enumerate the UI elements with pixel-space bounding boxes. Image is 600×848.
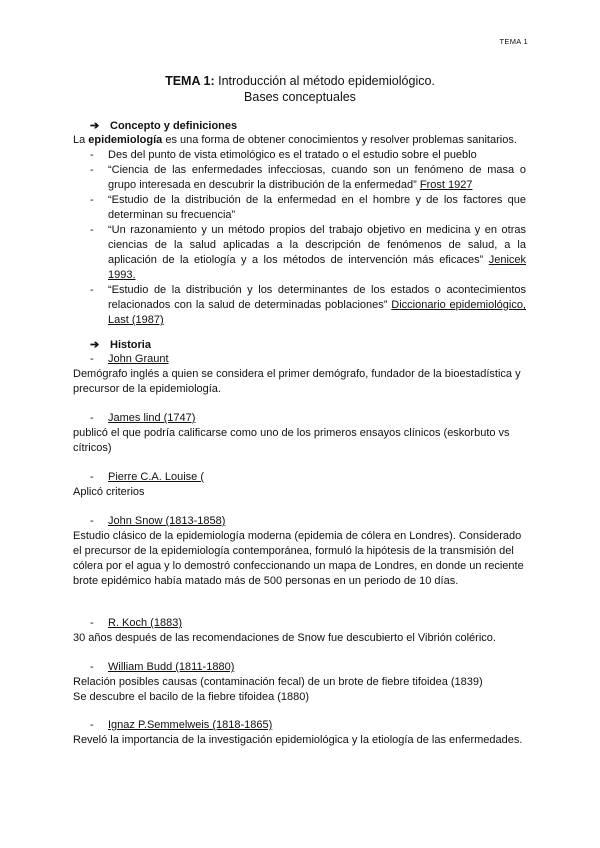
history-desc: Aplicó criterios: [73, 486, 145, 498]
section-heading-historia: ➔ Historia: [90, 339, 151, 351]
arrow-icon: ➔: [90, 339, 100, 351]
history-desc: Reveló la importancia de la investigación epidemiológica y la etiología de las enfermedades.: [73, 734, 523, 746]
history-name: - Pierre C.A. Louise (: [90, 471, 204, 483]
title-bold: TEMA 1:: [165, 74, 215, 88]
history-desc: Demógrafo inglés a quien se considera el primer demógrafo, fundador de la bioestadística y precursor de la epidemiología.: [73, 368, 521, 395]
page-header-tema: TEMA 1: [499, 37, 528, 46]
history-desc: publicó el que podría calificarse como uno de los primeros ensayos clínicos (eskorbuto vs cítricos): [73, 427, 510, 454]
document-title: [0, 73, 600, 105]
list-item: - “Estudio de la distribución y los determinantes de los estados o acontecimientos relacionados con la salud de determinadas poblaciones” Diccionario epidemiológico, Last (1987): [90, 284, 526, 326]
reference-link: Jenicek 1993.: [108, 254, 526, 281]
history-desc: Relación posibles causas (contaminación fecal) de un brote de fiebre tifoidea (1839) Se descubre el bacilo de la fiebre tifoidea (1880): [73, 676, 483, 703]
list-item: - Des del punto de vista etimológico es el tratado o el estudio sobre el pueblo: [90, 149, 477, 161]
list-item: - “Ciencia de las enfermedades infecciosas, cuando son un fenómeno de masa o grupo interesada en descubrir la distribución de la enfermedad” Frost 1927: [90, 164, 526, 191]
history-desc: Estudio clásico de la epidemiología moderna (epidemia de cólera en Londres). Considerado el precursor de la epidemiología contemporánea, formuló la hipótesis de la transmisión del cólera por el agua y lo demostró confeccionando un mapa de Londres, en donde un reciente brote epidémico había matado más de 500 personas en un periodo de 10 días.: [73, 530, 524, 587]
title-line2: Bases conceptuales: [244, 90, 356, 104]
history-name: - James lind (1747): [90, 412, 196, 424]
history-name: - William Budd (1811-1880): [90, 661, 235, 673]
history-name: - John Graunt: [90, 353, 169, 365]
title-line1: Introducción al método epidemiológico.: [214, 74, 435, 88]
list-item: - “Un razonamiento y un método propios del trabajo objetivo en medicina y en otras ciencias de la salud aplicadas a la descripción de fenómenos de salud, a la aplicación de la etiología y a los métodos de intervención más eficaces” Jenicek 1993.: [90, 224, 526, 281]
arrow-icon: ➔: [90, 120, 100, 132]
concepto-intro: La epidemiología es una forma de obtener conocimientos y resolver problemas sanitarios.: [73, 134, 517, 146]
reference-link: Frost 1927: [419, 179, 473, 191]
reference-link: Diccionario epidemiológico, Last (1987): [108, 299, 526, 326]
history-desc: 30 años después de las recomendaciones de Snow fue descubierto el Vibrión colérico.: [73, 632, 496, 644]
section-heading-concepto: ➔ Concepto y definiciones: [90, 120, 238, 132]
history-name: - John Snow (1813-1858): [90, 515, 226, 527]
history-name: - Ignaz P.Semmelweis (1818-1865): [90, 719, 273, 731]
history-name: - R. Koch (1883): [90, 617, 182, 629]
list-item: - “Estudio de la distribución de la enfermedad en el hombre y de los factores que determinan su frecuencia”: [90, 194, 526, 221]
